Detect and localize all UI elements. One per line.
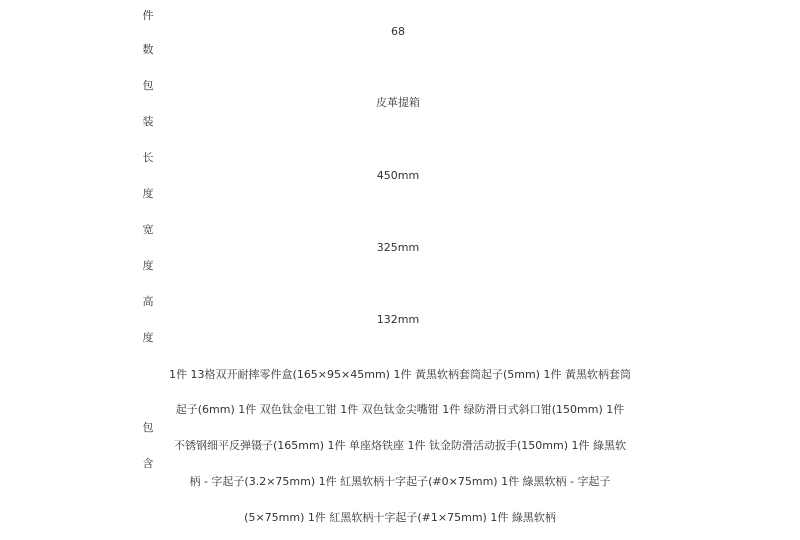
label-quantity-char-1: 件 bbox=[142, 9, 154, 22]
width-value: 325mm bbox=[376, 241, 420, 254]
packaging-value: 皮革提箱 bbox=[376, 96, 420, 109]
label-height-char-1: 高 bbox=[142, 295, 154, 308]
label-length-char-1: 长 bbox=[142, 151, 154, 164]
label-includes-char-1: 包 bbox=[142, 421, 154, 434]
includes-line: 1件 13格双开耐摔零件盒(165×95×45mm) 1件 黃黑软柄套筒起子(5mm) 1件 黃黑软柄套筒 bbox=[169, 368, 631, 381]
quantity-value: 68 bbox=[391, 25, 405, 38]
includes-line: 不锈钢细平反弹镊子(165mm) 1件 单座烙铁座 1件 钛金防滑活动扳手(150mm) 1件 綠黑软 bbox=[174, 439, 626, 452]
label-packaging-char-2: 装 bbox=[142, 115, 154, 128]
height-value: 132mm bbox=[376, 313, 420, 326]
label-height-char-2: 度 bbox=[142, 331, 154, 344]
includes-line: (5×75mm) 1件 紅黑软柄十字起子(#1×75mm) 1件 綠黑软柄 bbox=[244, 511, 556, 524]
label-width-char-1: 宽 bbox=[142, 223, 154, 236]
includes-line: 柄 - 字起子(3.2×75mm) 1件 紅黑软柄十字起子(#0×75mm) 1件 綠黑软柄 - 字起子 bbox=[189, 475, 611, 488]
length-value: 450mm bbox=[376, 169, 420, 182]
label-packaging-char-1: 包 bbox=[142, 79, 154, 92]
includes-line: 起子(6mm) 1件 双色钛金电工钳 1件 双色钛金尖嘴钳 1件 绿防滑日式斜口钳(150mm) 1件 bbox=[175, 403, 625, 416]
label-includes-char-2: 含 bbox=[142, 457, 154, 470]
label-length-char-2: 度 bbox=[142, 187, 154, 200]
label-quantity-char-2: 数 bbox=[142, 43, 154, 56]
label-width-char-2: 度 bbox=[142, 259, 154, 272]
